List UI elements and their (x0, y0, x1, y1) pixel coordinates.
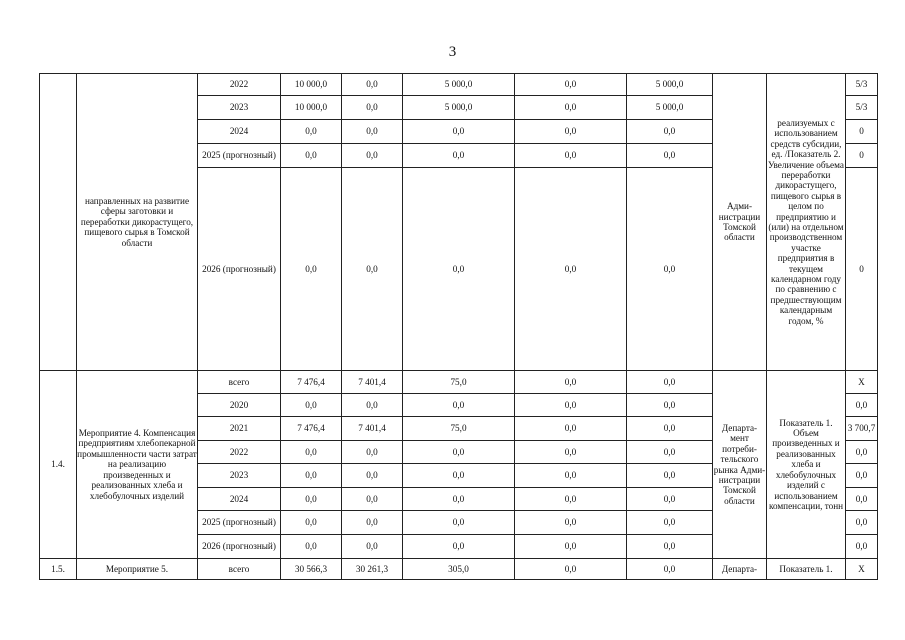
total-cell: 30 566,3 (281, 559, 342, 580)
executor-cell: Департа-мент потреби-тельского рынка Адми-нистрации Томской области (713, 371, 767, 559)
extrabudget-cell: 0,0 (627, 168, 713, 371)
measure-name-cell: направленных на развитие сферы заготовки и переработки дикорастущего, пищевого сырья в Томской области (77, 74, 198, 371)
regional-cell: 0,0 (403, 464, 515, 488)
year-cell: 2021 (198, 417, 281, 441)
extrabudget-cell: 0,0 (627, 394, 713, 417)
total-cell: 0,0 (281, 120, 342, 144)
indicator-value-cell: 0,0 (846, 535, 878, 559)
extrabudget-cell: 0,0 (627, 511, 713, 535)
total-cell: 0,0 (281, 464, 342, 488)
total-cell: 0,0 (281, 511, 342, 535)
total-cell: 0,0 (281, 144, 342, 168)
federal-cell: 0,0 (342, 488, 403, 511)
regional-cell: 0,0 (403, 535, 515, 559)
federal-cell: 0,0 (342, 144, 403, 168)
measure-name-cell: Мероприятие 5. (77, 559, 198, 580)
extrabudget-cell: 0,0 (627, 535, 713, 559)
federal-cell: 0,0 (342, 511, 403, 535)
indicator-value-cell: 3 700,7 (846, 417, 878, 441)
indicator-value-cell: 0,0 (846, 441, 878, 464)
year-cell: 2020 (198, 394, 281, 417)
local-cell: 0,0 (515, 144, 627, 168)
year-cell: всего (198, 371, 281, 394)
total-cell: 0,0 (281, 394, 342, 417)
local-cell: 0,0 (515, 74, 627, 96)
extrabudget-cell: 5 000,0 (627, 96, 713, 120)
year-cell: 2023 (198, 96, 281, 120)
total-cell: 7 476,4 (281, 371, 342, 394)
total-cell: 0,0 (281, 535, 342, 559)
table-row (40, 559, 878, 580)
total-cell: 7 476,4 (281, 417, 342, 441)
federal-cell: 0,0 (342, 464, 403, 488)
regional-cell: 0,0 (403, 394, 515, 417)
row-number-cell: 1.5. (40, 559, 77, 580)
extrabudget-cell: 0,0 (627, 120, 713, 144)
indicator-value-cell: 5/3 (846, 74, 878, 96)
table-row (40, 74, 878, 96)
indicator-name-cell: реализуемых с использованием средств субсидии, ед. /Показатель 2. Увеличение объема переработки дикорастущего, пищевого сырья в целом по предприятию и (или) на отдельном производственном участке предприятия в текущем календарном году по сравнению с предшествующим календарным годом, % (767, 74, 846, 371)
federal-cell: 0,0 (342, 441, 403, 464)
total-cell: 10 000,0 (281, 74, 342, 96)
extrabudget-cell: 0,0 (627, 559, 713, 580)
year-cell: 2024 (198, 120, 281, 144)
extrabudget-cell: 0,0 (627, 441, 713, 464)
federal-cell: 0,0 (342, 394, 403, 417)
federal-cell: 7 401,4 (342, 371, 403, 394)
federal-cell: 0,0 (342, 74, 403, 96)
regional-cell: 0,0 (403, 168, 515, 371)
year-cell: 2025 (прогнозный) (198, 144, 281, 168)
local-cell: 0,0 (515, 488, 627, 511)
federal-cell: 7 401,4 (342, 417, 403, 441)
local-cell: 0,0 (515, 464, 627, 488)
row-number-cell: 1.4. (40, 371, 77, 559)
extrabudget-cell: 0,0 (627, 371, 713, 394)
indicator-value-cell: 0,0 (846, 394, 878, 417)
regional-cell: 305,0 (403, 559, 515, 580)
regional-cell: 0,0 (403, 441, 515, 464)
extrabudget-cell: 0,0 (627, 488, 713, 511)
local-cell: 0,0 (515, 559, 627, 580)
federal-cell: 0,0 (342, 120, 403, 144)
regional-cell: 0,0 (403, 488, 515, 511)
indicator-value-cell: 0 (846, 120, 878, 144)
federal-cell: 0,0 (342, 535, 403, 559)
indicator-value-cell: X (846, 559, 878, 580)
total-cell: 0,0 (281, 488, 342, 511)
indicator-value-cell: 0 (846, 144, 878, 168)
year-cell: 2022 (198, 441, 281, 464)
local-cell: 0,0 (515, 535, 627, 559)
total-cell: 0,0 (281, 441, 342, 464)
regional-cell: 0,0 (403, 511, 515, 535)
extrabudget-cell: 0,0 (627, 417, 713, 441)
regional-cell: 0,0 (403, 120, 515, 144)
year-cell: 2026 (прогнозный) (198, 168, 281, 371)
program-table (39, 73, 878, 580)
federal-cell: 0,0 (342, 96, 403, 120)
measure-name-cell: Мероприятие 4. Компенсация предприятиям хлебопекарной промышленности части затрат на реализацию произведенных и реализованных хлеба и хлебобулочных изделий (77, 371, 198, 559)
local-cell: 0,0 (515, 511, 627, 535)
year-cell: 2024 (198, 488, 281, 511)
local-cell: 0,0 (515, 120, 627, 144)
row-number-cell (40, 74, 77, 371)
regional-cell: 75,0 (403, 371, 515, 394)
indicator-value-cell: 0,0 (846, 488, 878, 511)
local-cell: 0,0 (515, 371, 627, 394)
year-cell: 2022 (198, 74, 281, 96)
federal-cell: 30 261,3 (342, 559, 403, 580)
indicator-name-cell: Показатель 1. Объем произведенных и реализованных хлеба и хлебобулочных изделий с использованием компенсации, тонн (767, 371, 846, 559)
regional-cell: 5 000,0 (403, 74, 515, 96)
extrabudget-cell: 5 000,0 (627, 74, 713, 96)
indicator-value-cell: 0,0 (846, 464, 878, 488)
regional-cell: 5 000,0 (403, 96, 515, 120)
executor-cell: Департа- (713, 559, 767, 580)
indicator-value-cell: 0,0 (846, 511, 878, 535)
regional-cell: 75,0 (403, 417, 515, 441)
year-cell: 2023 (198, 464, 281, 488)
year-cell: 2026 (прогнозный) (198, 535, 281, 559)
local-cell: 0,0 (515, 441, 627, 464)
year-cell: 2025 (прогнозный) (198, 511, 281, 535)
local-cell: 0,0 (515, 394, 627, 417)
year-cell: всего (198, 559, 281, 580)
page-number: 3 (448, 44, 457, 60)
extrabudget-cell: 0,0 (627, 144, 713, 168)
executor-cell: Адми-нистрации Томской области (713, 74, 767, 371)
total-cell: 10 000,0 (281, 96, 342, 120)
local-cell: 0,0 (515, 96, 627, 120)
federal-cell: 0,0 (342, 168, 403, 371)
total-cell: 0,0 (281, 168, 342, 371)
local-cell: 0,0 (515, 168, 627, 371)
extrabudget-cell: 0,0 (627, 464, 713, 488)
table-row (40, 371, 878, 394)
indicator-name-cell: Показатель 1. (767, 559, 846, 580)
indicator-value-cell: X (846, 371, 878, 394)
regional-cell: 0,0 (403, 144, 515, 168)
indicator-value-cell: 5/3 (846, 96, 878, 120)
indicator-value-cell: 0 (846, 168, 878, 371)
local-cell: 0,0 (515, 417, 627, 441)
